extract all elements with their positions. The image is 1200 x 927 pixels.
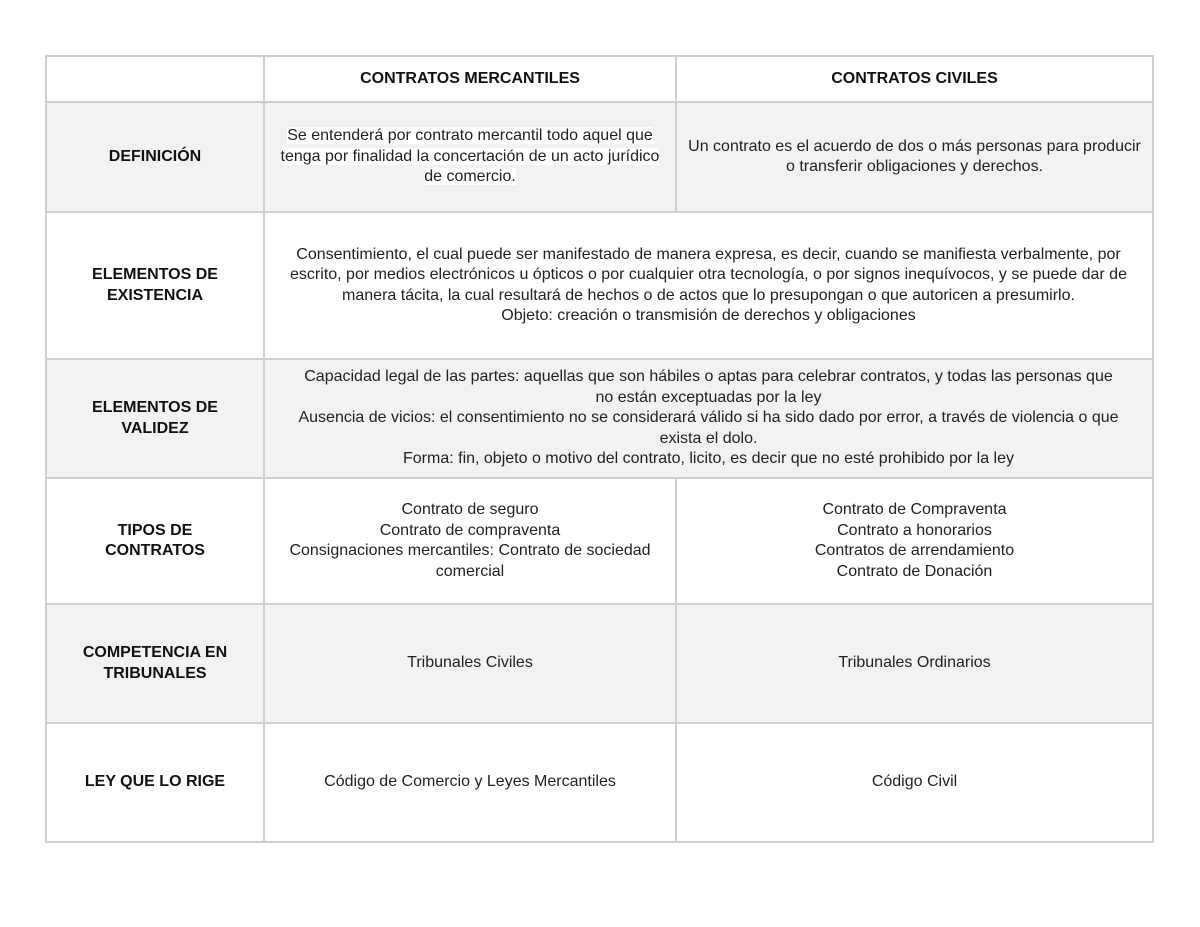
tipo-mercantil-item: Consignaciones mercantiles: Contrato de sociedad comercial	[289, 542, 651, 580]
validez-forma: Forma: fin, objeto o motivo del contrato, licito, es decir que no esté prohibido por la ley	[403, 450, 1014, 468]
row-label-definicion: DEFINICIÓN	[46, 102, 264, 212]
validez-content	[264, 359, 1153, 478]
row-competencia	[46, 604, 1153, 723]
comparison-table	[45, 55, 1154, 843]
row-label-existencia: ELEMENTOS DE EXISTENCIA	[46, 212, 264, 359]
ley-civil: Código Civil	[676, 723, 1153, 842]
row-definicion	[46, 102, 1153, 212]
header-blank-cell	[46, 56, 264, 102]
existencia-content	[264, 212, 1153, 359]
ley-mercantil: Código de Comercio y Leyes Mercantiles	[264, 723, 676, 842]
competencia-civil: Tribunales Ordinarios	[676, 604, 1153, 723]
tipo-civil-item: Contratos de arrendamiento	[814, 542, 1015, 559]
validez-ausencia-vicios: Ausencia de vicios: el consentimiento no se considerará válido si ha sido dado por error, a través de violencia o que exista el dolo.	[298, 409, 1119, 447]
header-row	[46, 56, 1153, 102]
row-existencia	[46, 212, 1153, 359]
row-label-validez: ELEMENTOS DE VALIDEZ	[46, 359, 264, 478]
row-label-ley: LEY QUE LO RIGE	[46, 723, 264, 842]
definicion-mercantil	[264, 102, 676, 212]
header-mercantiles: CONTRATOS MERCANTILES	[264, 56, 676, 102]
tipos-mercantil	[264, 478, 676, 604]
tipo-mercantil-item: Contrato de seguro	[401, 501, 539, 518]
tipo-civil-item: Contrato de Compraventa	[822, 501, 1007, 518]
tipo-civil-item: Contrato a honorarios	[837, 521, 992, 539]
row-validez	[46, 359, 1153, 478]
tipo-mercantil-item: Contrato de compraventa	[379, 521, 561, 539]
tipos-civil	[676, 478, 1153, 604]
definicion-civil: Un contrato es el acuerdo de dos o más personas para producir o transferir obligaciones y derechos.	[676, 102, 1153, 212]
existencia-objeto: Objeto: creación o transmisión de derechos y obligaciones	[501, 307, 916, 324]
competencia-mercantil: Tribunales Civiles	[264, 604, 676, 723]
definicion-mercantil-text: Se entenderá por contrato mercantil todo aquel que tenga por finalidad la concertación de un acto jurídico de comercio.	[280, 127, 660, 186]
row-tipos	[46, 478, 1153, 604]
tipo-civil-item: Contrato de Donación	[836, 562, 993, 580]
row-label-tipos: TIPOS DE CONTRATOS	[46, 478, 264, 604]
row-ley	[46, 723, 1153, 842]
row-label-competencia: COMPETENCIA EN TRIBUNALES	[46, 604, 264, 723]
validez-capacidad: Capacidad legal de las partes: aquellas que son hábiles o aptas para celebrar contratos, y todas las personas que no están exceptuadas por la ley	[304, 368, 1113, 406]
existencia-consentimiento: Consentimiento, el cual puede ser manifestado de manera expresa, es decir, cuando se manifiesta verbalmente, por escrito, por medios electrónicos u ópticos o por cualquier otra tecnología, o por signos inequívocos, y se puede dar de manera tácita, la cual resultará de hechos o de actos que lo presupongan o que autoricen a presumirlo.	[290, 245, 1127, 304]
header-civiles: CONTRATOS CIVILES	[676, 56, 1153, 102]
